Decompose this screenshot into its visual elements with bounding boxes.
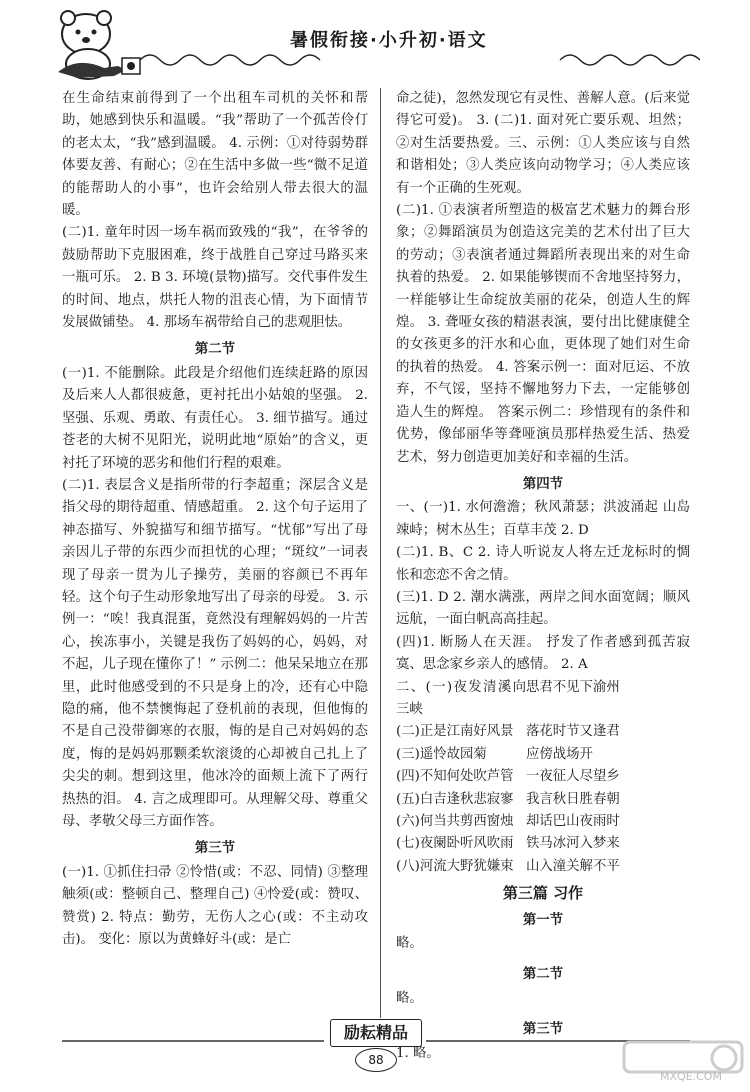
footer-rule-left — [62, 1040, 324, 1042]
answer-paragraph: 命之徒)，忽然发现它有灵性、善解人意。(后来觉得它可爱)。 3. (二)1. 面对死亡要乐观、坦然；②对生活要热爱。三、示例：①人类应该与自然和谐相处；③人类应该向动物学习；④人类应该有一个正确的生死观。 — [396, 91, 690, 196]
poem-line-b: 铁马冰河入梦来 — [526, 836, 620, 852]
poem-line-b: 思君不见下渝州 — [526, 679, 620, 695]
poem-list — [396, 677, 690, 879]
left-column — [62, 88, 368, 951]
answer-paragraph: (三)1. D 2. 潮水满涨，两岸之间水面宽阔；顺风远航，一面白帆高高挂起。 — [396, 589, 690, 628]
section-heading: 第一节 — [522, 911, 564, 928]
answer-paragraph: (一)1. ①抓住扫帚 ②怜惜(或：不忍、同情) ③整理触须(或：整顿自己、整理自己) ④怜爱(或：赞叹、赞赏) 2. 特点：勤劳，无伤人之心(或：不主动攻击)。 变化：原以为黄蜂好斗(或：是亡 — [62, 864, 368, 948]
column-divider — [380, 88, 381, 1018]
header-title: 暑假衔接·小升初·语文 — [290, 30, 488, 51]
answer-paragraph: 略。 — [396, 936, 423, 952]
poem-row — [396, 677, 690, 722]
poem-line-b: 我言秋日胜春朝 — [526, 791, 620, 807]
poem-line-a: (四)不知何处吹芦管 — [396, 769, 514, 785]
poem-line-a: (二)正是江南好风景 — [396, 724, 514, 740]
poem-row — [396, 721, 690, 743]
answer-paragraph: (一)1. 不能删除。此段是介绍他们连续赶路的原因及后来人人都很疲惫，更衬托出小姑娘的坚强。 2. 坚强、乐观、勇敢、有责任心。 3. 细节描写。通过苍老的大树不见阳光，说明此地“原始”的含义，更衬托了环境的恶劣和他们行程的艰难。 — [62, 365, 368, 471]
section-heading: 第二节 — [194, 341, 236, 358]
answer-paragraph: (二)1. ①表演者所塑造的极富艺术魅力的舞台形象；②舞蹈演员为创造这完美的艺术付出了巨大的劳动；③表演者通过舞蹈所表现出来的对生命执着的热爱。 2. 如果能够锲而不舍地坚持努力，一样能够让生命绽放美丽的花朵，创造人生的辉煌。 3. 聋哑女孩的精湛表演，要付出比健康健全的女孩更多的汗水和心血，更体现了她们对生命的执着的热爱。 4. 答案示例一：面对厄运、不放弃，不气馁，坚持不懈地努力下去，一定能够创造人生的辉煌。 答案示例二：珍惜现有的条件和优势，像邰丽华等聋哑演员那样热爱生活、热爱艺术，努力创造更加美好和幸福的生活。 — [396, 203, 690, 465]
poem-line-b: 山入潼关解不平 — [526, 858, 620, 874]
section-heading: 第三节 — [522, 1021, 564, 1038]
poem-row — [396, 833, 690, 855]
watermark-text: MXQE.COM — [660, 1070, 722, 1083]
footer-logo: 励耘精品 — [330, 1019, 422, 1047]
answer-paragraph: 略。 — [396, 990, 423, 1006]
poem-line-a: (七)夜阑卧听风吹雨 — [396, 836, 514, 852]
chapter-heading: 第三篇 习作 — [502, 884, 584, 903]
poem-row — [396, 789, 690, 811]
answer-paragraph: (四)1. 断肠人在天涯。 抒发了作者感到孤苦寂寞、思念家乡亲人的感情。 2. A — [396, 634, 690, 673]
poem-row — [396, 856, 690, 878]
poem-line-a: (六)何当共剪西窗烛 — [396, 814, 514, 829]
poem-line-b: 一夜征人尽望乡 — [526, 769, 620, 785]
answer-paragraph: 1. 略。 — [396, 1045, 440, 1061]
poem-row — [396, 744, 690, 766]
section-heading: 第四节 — [522, 475, 564, 492]
bear-mascot-icon — [48, 6, 148, 82]
poem-row — [396, 766, 690, 788]
answer-paragraph: (二)1. B、C 2. 诗人听说友人将左迁龙标时的惆怅和恋恋不舍之情。 — [396, 545, 690, 583]
poem-line-b: 落花时节又逢君 — [526, 724, 620, 740]
answer-paragraph: (二)1. 童年时因一场车祸而致残的“我”，在爷爷的鼓励帮助下克服困难，终于战胜自己穿过马路买来一瓶可乐。 2. B 3. 环境(景物)描写。交代事件发生的时间、地点，烘托人物的沮丧心情，为下面情节发展做铺垫。 4. 那场车祸带给自己的悲观胆怯。 — [62, 225, 368, 331]
poem-line-a: 二、(一)夜发清溪向三峡 — [396, 679, 526, 717]
poem-line-b: 应傍战场开 — [526, 746, 593, 762]
page-number: 88 — [355, 1048, 397, 1072]
answer-paragraph: 一、(一)1. 水何澹澹；秋风萧瑟；洪波涌起 山岛竦峙；树木丛生；百草丰茂 2. D — [396, 500, 690, 538]
poem-row — [396, 811, 690, 833]
poem-line-b: 却话巴山夜雨时 — [526, 814, 620, 829]
right-column — [396, 88, 690, 1065]
poem-line-a: (三)遥怜故园菊 — [396, 746, 487, 762]
section-heading: 第二节 — [522, 966, 564, 983]
poem-line-a: (八)河流大野犹嫌束 — [396, 858, 514, 874]
answer-paragraph: (二)1. 表层含义是指所带的行李超重；深层含义是指父母的期待超重、情感超重。 2. 这个句子运用了神态描写、外貌描写和细节描写。“忧郁”写出了母亲因儿子带的东西少而担忧的心理；“斑纹”一词表现了母亲一贯为儿子操劳，美丽的容颜已不再年轻。这个句子生动形象地写出了母亲的母爱。 3. 示例一：“唉！我真混蛋，竟然没有理解妈妈的一片苦心，挨冻事小，关键是我伤了妈妈的心，妈妈，对不起，儿子现在懂你了！” 示例二：他呆呆地立在那里，此时他感受到的不只是身上的冷，还有心中隐隐的痛，他不禁懊悔起了登机前的表现，但他悔的不是自己没带御寒的衣服，悔的是自己对妈妈的态度，悔的是妈妈那颗柔软滚烫的心却被自己扎上了尖尖的刺。想到这里，他冰冷的面颊上流下了两行热热的泪。 4. 言之成理即可。从理解父母、尊重父母、孝敬父母三方面作答。 — [62, 477, 368, 829]
poem-line-a: (五)白吉逢秋悲寂寥 — [396, 791, 514, 807]
header-wave-divider — [140, 46, 700, 68]
answer-paragraph: 在生命结束前得到了一个出租车司机的关怀和帮助，她感到快乐和温暖。“我”帮助了一个孤苦伶仃的老太太，“我”感到温暖。 4. 示例：①对待弱势群体要友善、有耐心；②在生活中多做一些“微不足道的能帮助人的小事”，也许会给别人带去很大的温暖。 — [62, 91, 368, 219]
section-heading: 第三节 — [194, 840, 236, 857]
